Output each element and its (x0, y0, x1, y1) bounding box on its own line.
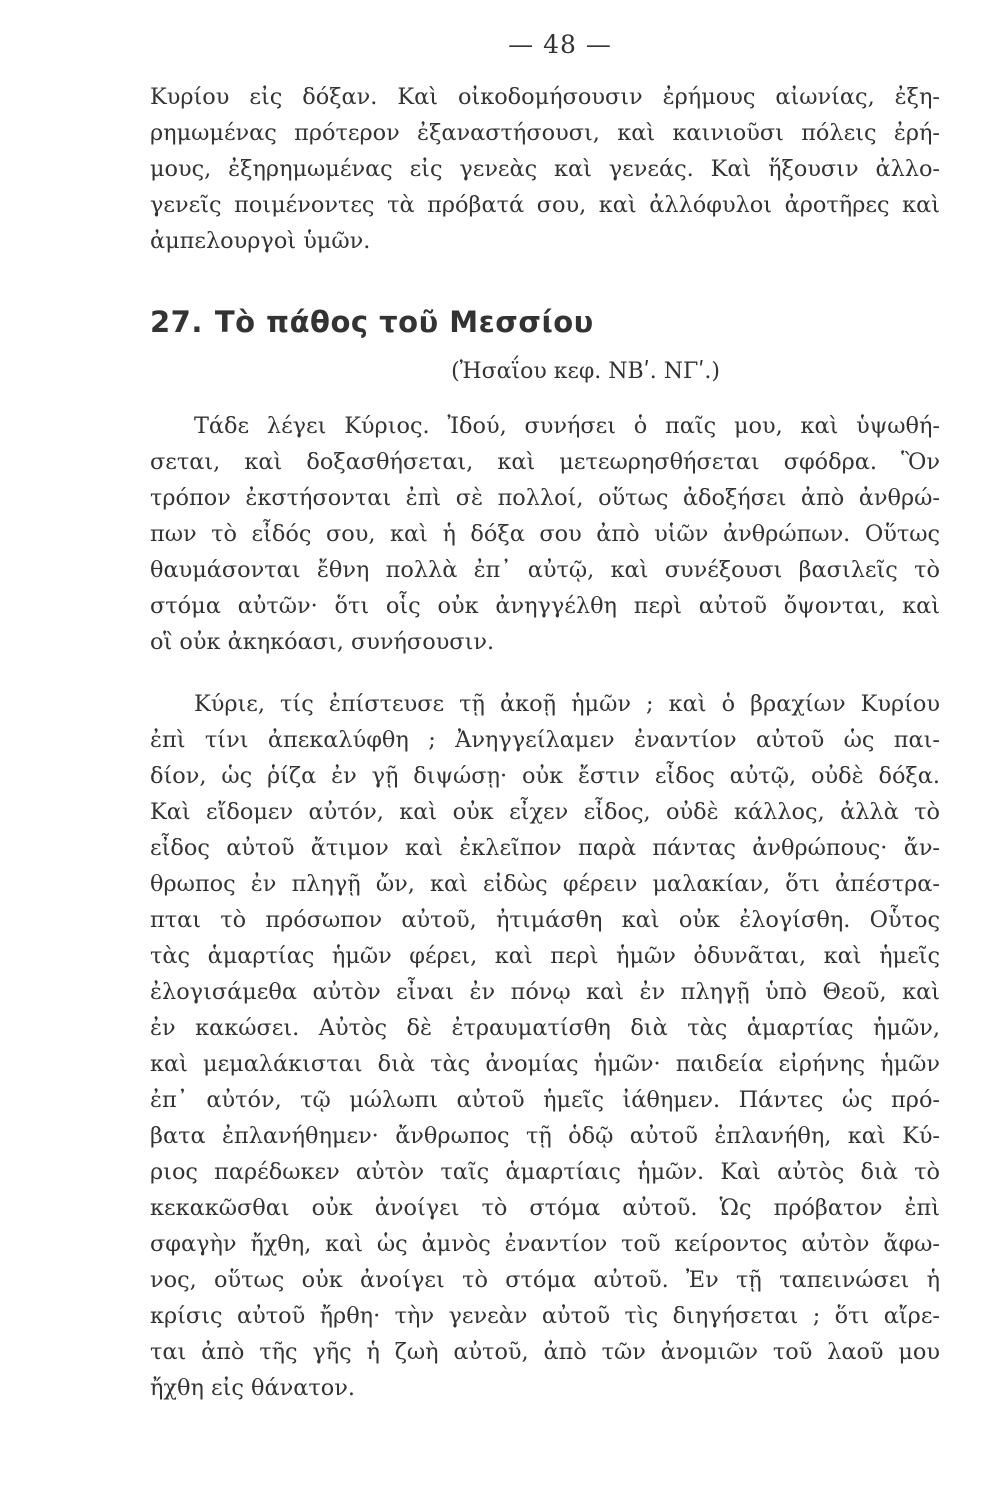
text-line: Καὶ εἴδομεν αὐτόν, καὶ οὐκ εἶχεν εἶδος, οὐδὲ κάλλος, ἀλλὰ τὸ (150, 799, 940, 825)
text-line: καὶ μεμαλάκισται διὰ τὰς ἀνομίας ἡμῶν· παιδεία εἰρήνης ἡμῶν (150, 1051, 940, 1077)
text-line: τὰς ἁμαρτίας ἡμῶν φέρει, καὶ περὶ ἡμῶν ὀδυνᾶται, καὶ ἡμεῖς (150, 943, 940, 969)
text-line: πων τὸ εἶδός σου, καὶ ἡ δόξα σου ἀπὸ υἱῶν ἀνθρώπων. Οὕτως (150, 521, 940, 547)
text-line: βατα ἐπλανήθημεν· ἄνθρωπος τῇ ὁδῷ αὐτοῦ ἐπλανήθη, καὶ Κύ- (150, 1123, 940, 1149)
text-line: νος, οὕτως οὐκ ἀνοίγει τὸ στόμα αὐτοῦ. Ἐν τῇ ταπεινώσει ἡ (150, 1267, 940, 1293)
chapter-heading (150, 305, 940, 339)
text-line: σεται, καὶ δοξασθήσεται, καὶ μετεωρησθήσεται σφόδρα. Ὃν (150, 449, 940, 475)
text-line: ρημωμένας πρότερον ἐξαναστήσουσι, καὶ καινιοῦσι πόλεις ἐρή- (150, 120, 940, 146)
paragraph-2 (150, 686, 940, 1406)
text-line: ται ἀπὸ τῆς γῆς ἡ ζωὴ αὐτοῦ, ἀπὸ τῶν ἀνομιῶν τοῦ λαοῦ μου (150, 1339, 940, 1365)
text-line: πται τὸ πρόσωπον αὐτοῦ, ἠτιμάσθη καὶ οὐκ ἐλογίσθη. Οὗτος (150, 907, 940, 933)
text-line: τρόπον ἐκστήσονται ἐπὶ σὲ πολλοί, οὕτως ἀδοξήσει ἀπὸ ἀνθρώ- (150, 485, 940, 511)
text-line: ἐπὶ τίνι ἀπεκαλύφθη ; Ἀνηγγείλαμεν ἐναντίον αὐτοῦ ὡς παι- (150, 727, 940, 753)
text-line: ἐπ᾽ αὐτόν, τῷ μώλωπι αὐτοῦ ἡμεῖς ἰάθημεν. Πάντες ὡς πρό- (150, 1087, 940, 1113)
text-line: ἐν κακώσει. Αὐτὸς δὲ ἐτραυματίσθη διὰ τὰς ἁμαρτίας ἡμῶν, (150, 1015, 940, 1041)
text-line: ριος παρέδωκεν αὐτὸν ταῖς ἁμαρτίαις ἡμῶν. Καὶ αὐτὸς διὰ τὸ (150, 1159, 940, 1185)
chapter-number: 27. (150, 305, 203, 339)
paragraph-1 (150, 408, 940, 660)
chapter-source-reference: (Ἠσαΐου κεφ. ΝΒʹ. ΝΓʹ.) (451, 359, 720, 384)
text-line: θαυμάσονται ἔθνη πολλὰ ἐπ᾽ αὐτῷ, καὶ συνέξουσι βασιλεῖς τὸ (150, 557, 940, 583)
intro-paragraph (150, 79, 940, 259)
book-page (150, 30, 940, 1406)
text-line: Τάδε λέγει Κύριος. Ἰδού, συνήσει ὁ παῖς μου, καὶ ὑψωθή- (194, 413, 940, 439)
text-line: σφαγὴν ἤχθη, καὶ ὡς ἀμνὸς ἐναντίον τοῦ κείροντος αὐτὸν ἄφω- (150, 1231, 940, 1257)
paragraph-gap (150, 660, 940, 686)
text-line: ἤχθη εἰς θάνατον. (150, 1375, 355, 1401)
text-line: εἶδος αὐτοῦ ἄτιμον καὶ ἐκλεῖπον παρὰ πάντας ἀνθρώπους· ἄν- (150, 835, 940, 861)
text-line: γενεῖς ποιμένοντες τὰ πρόβατά σου, καὶ ἀλλόφυλοι ἀροτῆρες καὶ (150, 192, 940, 218)
text-line: στόμα αὐτῶν· ὅτι οἷς οὐκ ἀνηγγέλθη περὶ αὐτοῦ ὄψονται, καὶ (150, 593, 940, 619)
text-line: οἳ οὐκ ἀκηκόασι, συνήσουσιν. (150, 629, 495, 655)
text-line: δίον, ὡς ῥίζα ἐν γῇ διψώσῃ· οὐκ ἔστιν εἶδος αὐτῷ, οὐδὲ δόξα. (150, 763, 940, 789)
text-line: κεκακῶσθαι οὐκ ἀνοίγει τὸ στόμα αὐτοῦ. Ὡς πρόβατον ἐπὶ (150, 1195, 940, 1221)
page-number: — 48 — (508, 30, 612, 59)
text-line: κρίσις αὐτοῦ ἤρθη· τὴν γενεὰν αὐτοῦ τὶς διηγήσεται ; ὅτι αἴρε- (150, 1303, 940, 1329)
text-line: Κύριε, τίς ἐπίστευσε τῇ ἀκοῇ ἡμῶν ; καὶ ὁ βραχίων Κυρίου (194, 691, 940, 717)
text-line: ἀμπελουργοὶ ὑμῶν. (150, 228, 371, 254)
text-line: θρωπος ἐν πληγῇ ὤν, καὶ εἰδὼς φέρειν μαλακίαν, ὅτι ἀπέστρα- (150, 871, 940, 897)
chapter-title: Τὸ πάθος τοῦ Μεσσίου (214, 305, 594, 339)
text-line: ἐλογισάμεθα αὐτὸν εἶναι ἐν πόνῳ καὶ ἐν πληγῇ ὑπὸ Θεοῦ, καὶ (150, 979, 940, 1005)
text-line: Κυρίου εἰς δόξαν. Καὶ οἰκοδομήσουσιν ἐρήμους αἰωνίας, ἐξη- (150, 84, 940, 110)
text-line: μους, ἐξηρημωμένας εἰς γενεὰς καὶ γενεάς. Καὶ ἥξουσιν ἀλλο- (150, 156, 940, 182)
